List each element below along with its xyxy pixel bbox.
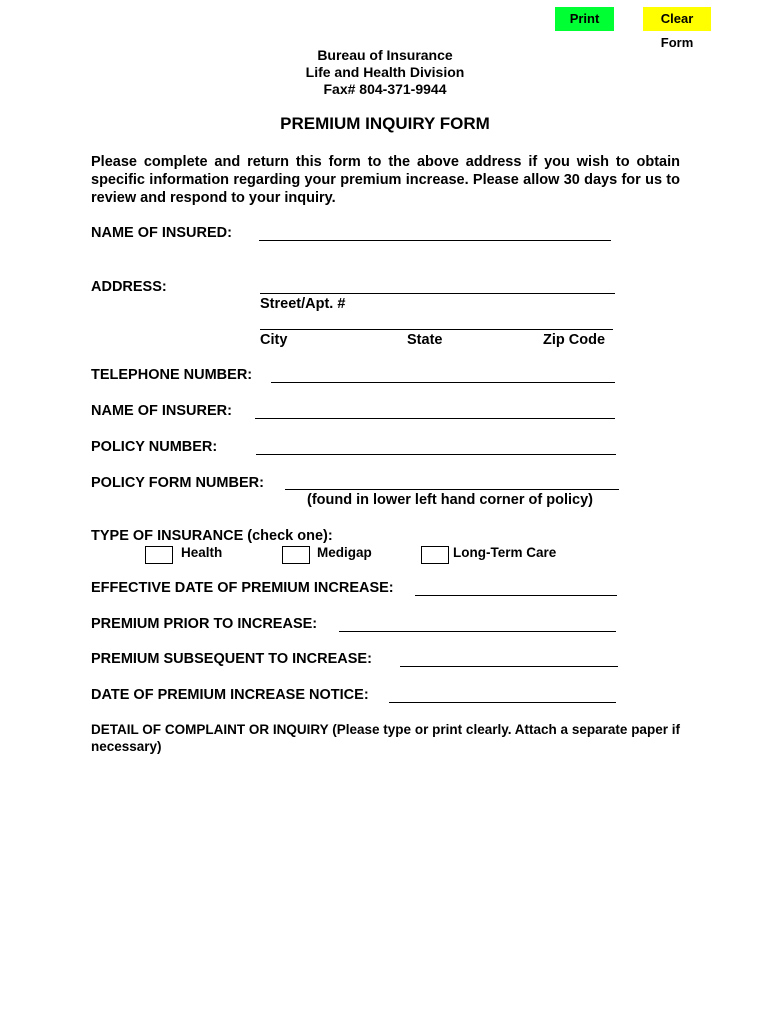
policy-number-field[interactable] xyxy=(256,454,616,455)
state-label: State xyxy=(407,332,443,348)
policy-form-number-label: POLICY FORM NUMBER: xyxy=(91,475,264,491)
street-field[interactable] xyxy=(260,293,615,294)
notice-date-label: DATE OF PREMIUM INCREASE NOTICE: xyxy=(91,687,369,703)
premium-prior-field[interactable] xyxy=(339,631,616,632)
policy-form-number-field[interactable] xyxy=(285,489,619,490)
premium-subsequent-label: PREMIUM SUBSEQUENT TO INCREASE: xyxy=(91,651,372,667)
medigap-checkbox[interactable] xyxy=(282,546,310,564)
zip-code-label: Zip Code xyxy=(543,332,606,348)
long-term-care-checkbox[interactable] xyxy=(421,546,449,564)
notice-date-field[interactable] xyxy=(389,702,616,703)
health-checkbox[interactable] xyxy=(145,546,173,564)
header-line-2: Life and Health Division xyxy=(305,64,465,80)
clear-form-button[interactable]: Clear Form xyxy=(643,7,711,31)
city-label: City xyxy=(260,332,288,348)
premium-subsequent-field[interactable] xyxy=(400,666,618,667)
header-line-1: Bureau of Insurance xyxy=(317,47,453,63)
intro-paragraph: Please complete and return this form to the above address if you wish to obtain specific information regarding your premium increase. Please allow 30 days for us to review and respond to your inquiry. xyxy=(91,154,680,206)
medigap-option-label: Medigap xyxy=(317,545,372,560)
header-fax: Fax# 804-371-9944 xyxy=(323,81,447,97)
long-term-care-option-label: Long-Term Care xyxy=(453,545,557,560)
insurer-field[interactable] xyxy=(255,418,615,419)
street-label: Street/Apt. # xyxy=(260,296,346,312)
name-of-insured-label: NAME OF INSURED: xyxy=(91,225,232,241)
city-state-zip-field[interactable] xyxy=(260,329,613,330)
effective-date-label: EFFECTIVE DATE OF PREMIUM INCREASE: xyxy=(91,580,394,596)
telephone-field[interactable] xyxy=(271,382,615,383)
policy-form-hint: (found in lower left hand corner of policy) xyxy=(307,492,593,508)
type-of-insurance-label: TYPE OF INSURANCE (check one): xyxy=(91,528,333,544)
premium-prior-label: PREMIUM PRIOR TO INCREASE: xyxy=(91,616,318,632)
effective-date-field[interactable] xyxy=(415,595,617,596)
policy-number-label: POLICY NUMBER: xyxy=(91,439,218,455)
address-label: ADDRESS: xyxy=(91,279,167,295)
page-title: PREMIUM INQUIRY FORM xyxy=(280,114,490,133)
insurer-label: NAME OF INSURER: xyxy=(91,403,232,419)
detail-text-area[interactable] xyxy=(91,760,680,1000)
telephone-label: TELEPHONE NUMBER: xyxy=(91,367,253,383)
health-option-label: Health xyxy=(181,545,223,560)
detail-instructions: DETAIL OF COMPLAINT OR INQUIRY (Please type or print clearly. Attach a separate paper if necessary) xyxy=(91,722,680,754)
print-button[interactable]: Print xyxy=(555,7,614,31)
name-of-insured-field[interactable] xyxy=(259,240,611,241)
